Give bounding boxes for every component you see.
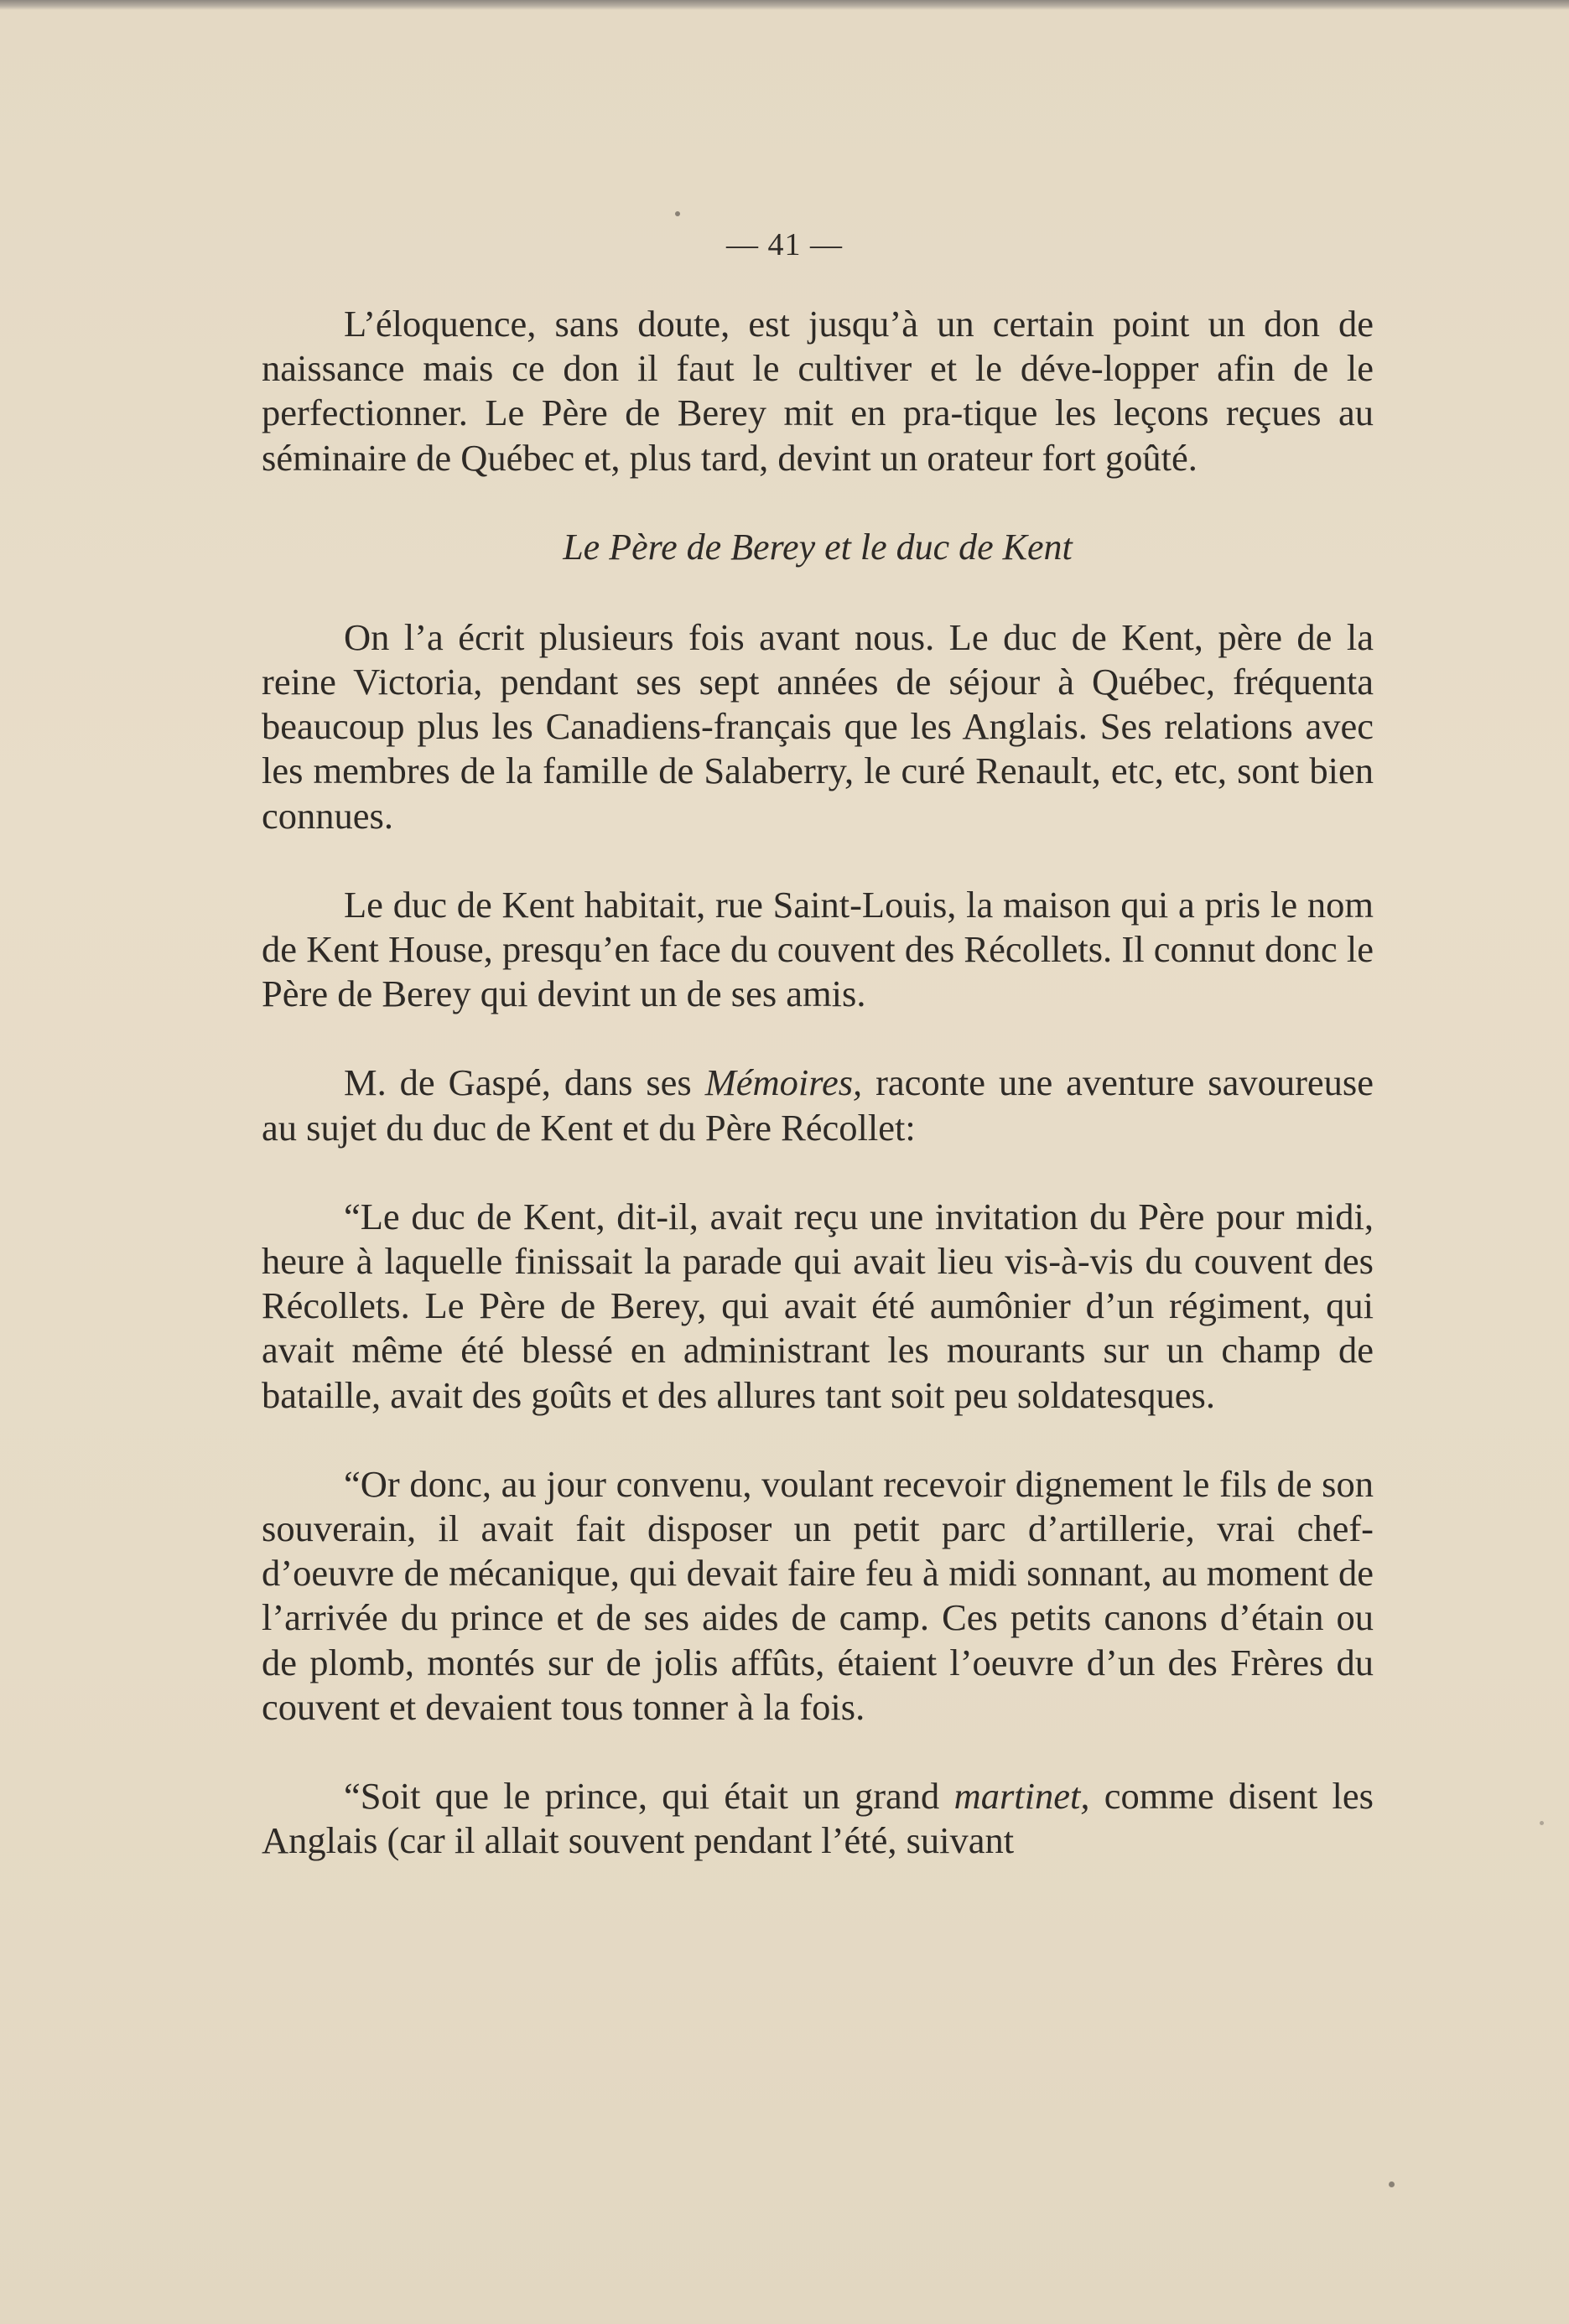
paper-speck [675, 211, 680, 216]
paragraph-kent-house: Le duc de Kent habitait, rue Saint-Louis, la maison qui a pris le nom de Kent House, presqu’en face du couvent des Récollets. Il connut donc le Père de Berey qui devint un de ses amis. [262, 883, 1374, 1015]
page-top-edge [0, 0, 1569, 10]
paragraph-memoires-text: M. de Gaspé, dans ses [344, 1061, 705, 1104]
paragraph-martinet [262, 1774, 1374, 1863]
paragraph-invitation: “Le duc de Kent, dit-il, avait reçu une invitation du Père pour midi, heure à laquelle finissait la parade qui avait lieu vis-à-vis du couvent des Récollets. Le Père de Berey, qui avait été aumônier d’un régiment, qui avait même été blessé en administrant les mourants sur un champ de bataille, avait des goûts et des allures tant soit peu soldatesques. [262, 1195, 1374, 1416]
martinet-word: martinet, [953, 1775, 1090, 1818]
paragraph-martinet-text: “Soit que le prince, qui était un grand [344, 1775, 954, 1818]
body-text [262, 302, 1374, 1907]
paper-speck [1389, 2181, 1395, 2187]
paragraph-memoires-text-end: raconte une aventure savoureuse au sujet du duc de Kent et du Père Récollet: [262, 1061, 1374, 1149]
paragraph-martinet-text-end: comme disent les Anglais (car il allait souvent pendant l’été, suivant [262, 1775, 1374, 1862]
paragraph-memoires [262, 1061, 1374, 1149]
paragraph-eloquence: L’éloquence, sans doute, est jusqu’à un certain point un don de naissance mais ce don il faut le cultiver et le déve-lopper afin de le perfectionner. Le Père de Berey mit en pra-tique les leçons reçues au séminaire de Québec et, plus tard, devint un orateur fort goûté. [262, 303, 1374, 479]
memoires-title: Mémoires, [704, 1061, 863, 1104]
page-number: — 41 — [726, 227, 843, 262]
paper-speck [1540, 1821, 1544, 1825]
paragraph-artillerie: “Or donc, au jour convenu, voulant recevoir dignement le fils de son souverain, il avait fait disposer un petit parc d’artillerie, vrai chef-d’oeuvre de mécanique, qui devait faire feu à midi sonnant, au moment de l’arrivée du prince et de ses aides de camp. Ces petits canons d’étain ou de plomb, montés sur de jolis affûts, étaient l’oeuvre d’un des Frères du couvent et devaient tous tonner à la fois. [262, 1462, 1374, 1728]
section-heading: Le Père de Berey et le duc de Kent [563, 526, 1073, 568]
paragraph-duc-de-kent: On l’a écrit plusieurs fois avant nous. Le duc de Kent, père de la reine Victoria, pendant ses sept années de séjour à Québec, fréquenta beaucoup plus les Canadiens-français que les Anglais. Ses relations avec les membres de la famille de Salaberry, le curé Renault, etc, etc, sont bien connues. [262, 615, 1374, 837]
